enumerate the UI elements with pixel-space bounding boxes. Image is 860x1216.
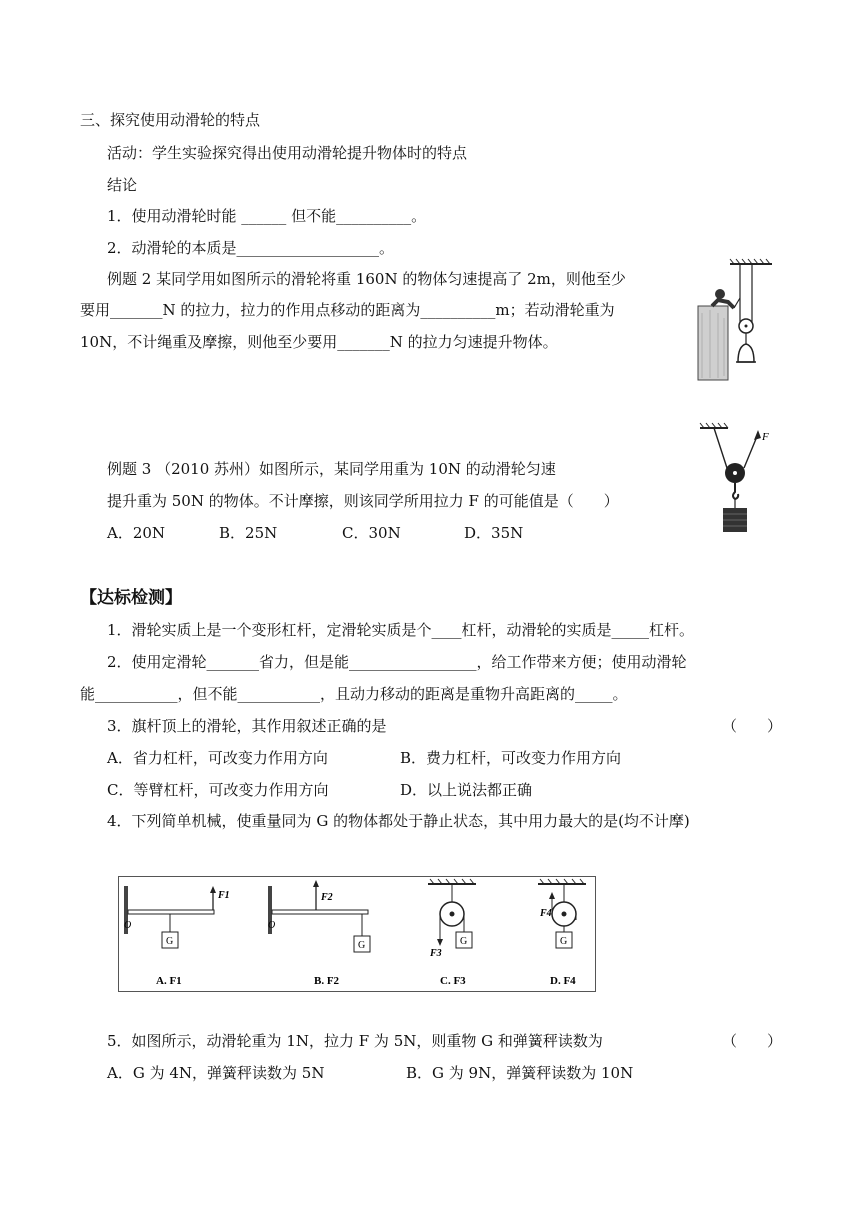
question-1: 1．滑轮实质上是一个变形杠杆，定滑轮实质是个____杠杆，动滑轮的实质是_____杠杆。 [107,621,695,639]
example2-line1: 例题 2 某同学用如图所示的滑轮将重 160N 的物体匀速提高了 2m，则他至少 [107,270,626,288]
question-3-bracket: （ ） [722,717,783,735]
weight-g-label-c: G [460,936,468,947]
example3-pulley-figure [694,418,782,538]
question-3-option-d: D．以上说法都正确 [400,781,533,799]
caption-a: A. F1 [156,975,182,987]
pivot-o-label-a: O [124,920,132,931]
question-5: 5．如图所示，动滑轮重为 1N，拉力 F 为 5N，则重物 G 和弹簧秤读数为 [107,1032,603,1050]
activity-text: 活动：学生实验探究得出使用动滑轮提升物体时的特点 [107,144,468,162]
force-f-label: F [762,431,769,443]
section-title: 三、探究使用动滑轮的特点 [80,111,261,129]
force-f1-label: F1 [218,890,230,901]
question-2-line2: 能___________，但不能___________，且动力移动的距离是重物升高距离的_____。 [80,685,628,703]
example2-line3: 10N，不计绳重及摩擦，则他至少要用_______N 的拉力匀速提升物体。 [80,333,558,351]
example2-line2: 要用_______N 的拉力，拉力的作用点移动的距离为__________m；若动滑轮重为 [80,301,615,319]
pivot-o-label-b: O [268,920,276,931]
force-f4-label: F4 [540,908,552,919]
question-3-option-c: C．等臂杠杆，可改变力作用方向 [107,781,329,799]
conclusion-2: 2．动滑轮的本质是___________________。 [107,239,395,257]
question-5-option-b: B．G 为 9N，弹簧秤读数为 10N [406,1064,634,1082]
example3-line1: 例题 3 （2010 苏州）如图所示，某同学用重为 10N 的动滑轮匀速 [107,460,556,478]
example3-option-d: D．35N [464,524,524,542]
caption-d: D. F4 [550,975,576,987]
question-3-option-a: A．省力杠杆，可改变力作用方向 [107,749,328,767]
example3-option-a: A．20N [107,524,166,542]
question-2-line1: 2．使用定滑轮_______省力，但是能_________________，给工作带来方便；使用动滑轮 [107,653,687,671]
test-heading: 【达标检测】 [80,588,182,608]
example3-option-c: C．30N [342,524,401,542]
question-3: 3．旗杆顶上的滑轮，其作用叙述正确的是 [107,717,387,735]
question-5-bracket: （ ） [722,1032,783,1050]
question-4: 4．下列简单机械，使重量同为 G 的物体都处于静止状态，其中用力最大的是(均不计摩) [107,812,690,830]
question-3-option-b: B．费力杠杆，可改变力作用方向 [400,749,622,767]
question-4-figure [118,876,598,994]
weight-g-label-b: G [358,940,366,951]
example2-pulley-figure [690,258,780,383]
force-f3-label: F3 [430,948,442,959]
conclusion-label: 结论 [107,176,138,194]
caption-b: B. F2 [314,975,340,987]
force-f2-label: F2 [321,892,333,903]
weight-g-label-a: G [166,936,174,947]
conclusion-1: 1．使用动滑轮时能 ______ 但不能__________。 [107,207,427,225]
question-5-option-a: A．G 为 4N，弹簧秤读数为 5N [107,1064,325,1082]
caption-c: C. F3 [440,975,466,987]
example3-line2: 提升重为 50N 的物体。不计摩擦，则该同学所用拉力 F 的可能值是（ ） [107,492,619,510]
example3-option-b: B．25N [219,524,278,542]
weight-g-label-d: G [560,936,568,947]
